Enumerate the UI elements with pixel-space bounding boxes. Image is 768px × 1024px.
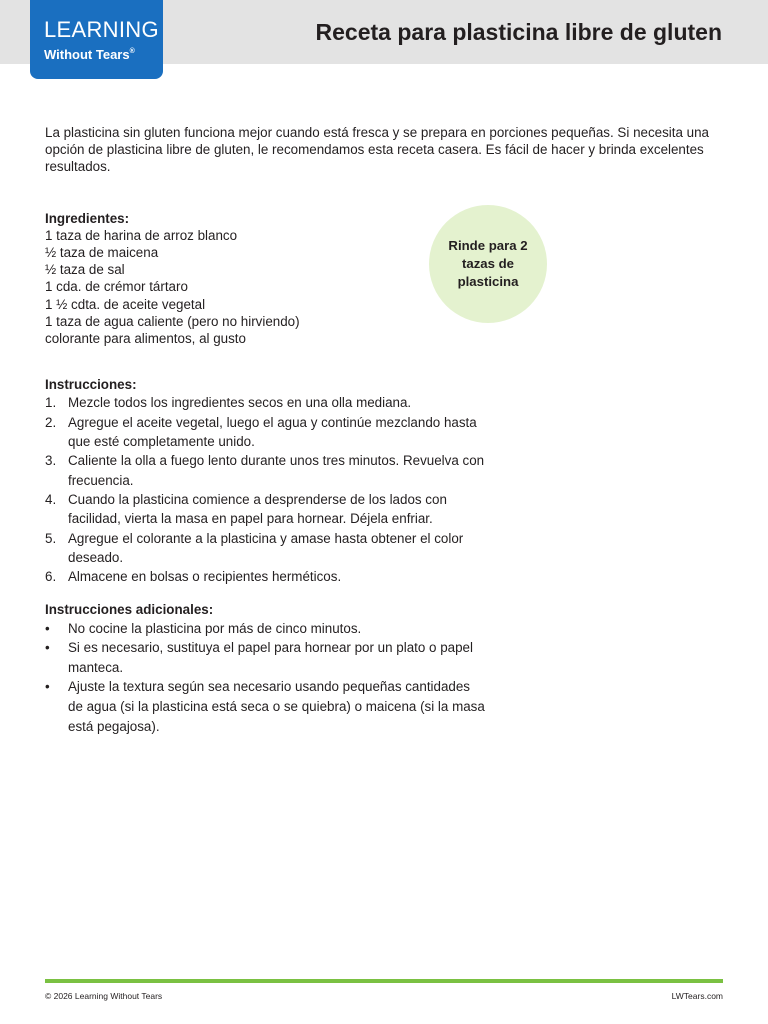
ingredient-item: 1 cda. de crémor tártaro	[45, 279, 188, 295]
ingredients-section	[45, 210, 725, 348]
instructions-list	[45, 393, 485, 586]
logo-wordmark: LEARNING	[44, 17, 159, 42]
instructions-heading: Instrucciones:	[45, 377, 137, 393]
logo-tagline: Without Tears®	[44, 47, 135, 62]
additional-item	[45, 619, 485, 639]
instruction-step	[45, 490, 485, 529]
yield-text: Rinde para 2 tazas de plasticina	[448, 238, 528, 289]
additional-text: No cocine la plasticina por más de cinco minutos.	[68, 620, 362, 636]
footer-website: LWTears.com	[671, 991, 723, 1001]
step-text: Mezcle todos los ingredientes secos en una olla mediana.	[68, 395, 412, 411]
ingredients-list	[45, 227, 725, 347]
instruction-step	[45, 413, 485, 452]
additional-item	[45, 638, 485, 677]
logo-trademark: ®	[129, 48, 135, 55]
step-text: Cuando la plasticina comience a desprenderse de los lados con facilidad, vierta la masa en papel para hornear. Déjela enfriar.	[68, 491, 447, 527]
bullet: •	[45, 679, 50, 695]
yield-badge	[429, 205, 547, 323]
step-number: 3.	[45, 453, 57, 469]
step-number: 5.	[45, 530, 57, 546]
ingredient-item: 1 ½ cdta. de aceite vegetal	[45, 296, 206, 312]
bullet: •	[45, 620, 50, 636]
additional-list	[45, 619, 485, 737]
additional-text: Si es necesario, sustituya el papel para hornear por un plato o papel manteca.	[68, 640, 473, 675]
ingredient-item: 1 taza de agua caliente (pero no hirviendo)	[45, 313, 300, 329]
step-number: 6.	[45, 569, 57, 585]
page-title: Receta para plasticina libre de gluten	[315, 19, 722, 45]
step-text: Almacene en bolsas o recipientes herméticos.	[68, 569, 342, 585]
ingredient-item: colorante para alimentos, al gusto	[45, 331, 246, 347]
additional-heading: Instrucciones adicionales:	[45, 602, 214, 618]
instruction-step	[45, 451, 485, 490]
additional-item	[45, 677, 485, 736]
step-text: Caliente la olla a fuego lento durante unos tres minutos. Revuelva con frecuencia.	[68, 453, 485, 488]
ingredient-item: ½ taza de sal	[45, 262, 125, 278]
step-number: 2.	[45, 414, 57, 430]
bullet: •	[45, 640, 50, 656]
ingredients-heading: Ingredientes:	[45, 210, 130, 226]
footer-divider	[45, 979, 723, 983]
instruction-step	[45, 529, 485, 568]
intro-paragraph: La plasticina sin gluten funciona mejor cuando está fresca y se prepara en porciones pequeñas. Si necesita una opción de plasticina libre de gluten, le recomendamos esta receta casera. Es fácil de hacer y brinda excelentes resultados.	[45, 125, 710, 175]
document-body	[45, 124, 725, 736]
step-number: 4.	[45, 491, 57, 507]
instructions-section	[45, 376, 725, 586]
ingredient-item: ½ taza de maicena	[45, 245, 159, 261]
step-text: Agregue el aceite vegetal, luego el agua y continúe mezclando hasta que esté completamente unido.	[68, 414, 477, 450]
additional-text: Ajuste la textura según sea necesario usando pequeñas cantidades de agua (si la plasticina está seca o se quiebra) o maicena (si la masa está pegajosa).	[68, 679, 485, 734]
step-number: 1.	[45, 395, 57, 411]
ingredient-item: 1 taza de harina de arroz blanco	[45, 227, 238, 243]
logo	[30, 0, 163, 79]
footer-copyright: © 2026 Learning Without Tears	[45, 991, 163, 1001]
step-text: Agregue el colorante a la plasticina y amase hasta obtener el color deseado.	[68, 530, 464, 565]
instruction-step	[45, 393, 485, 412]
instruction-step	[45, 567, 485, 586]
additional-section	[45, 601, 725, 736]
